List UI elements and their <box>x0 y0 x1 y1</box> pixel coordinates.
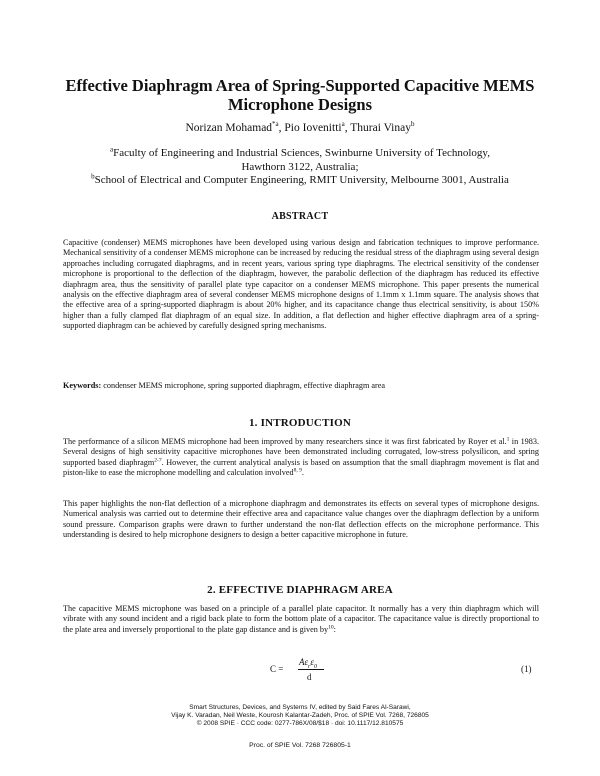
paragraph-text: : <box>333 624 336 634</box>
paragraph-text: . <box>301 468 304 478</box>
author-name: Norizan Mohamad <box>185 122 273 134</box>
numerator-term: ε <box>310 657 314 667</box>
author-mark: b <box>410 120 415 129</box>
paper-title <box>40 76 560 114</box>
paragraph-text: . However, the current analytical analysis is based on assumption that the small diaphragm movement is flat and piston-like to ease the microphone modelling and calculation involved <box>63 457 539 478</box>
affiliation-text: Faculty of Engineering and Industrial Sciences, Swinburne University of Technology, <box>113 147 490 159</box>
abstract-text: Capacitive (condenser) MEMS microphones have been developed using various design and fabrication techniques to improve performance. Mechanical sensitivity of a condenser MEMS microphone can be increased by reducing the residual stress of the diaphragm using several design approaches including corrugated diaphragms, and in recent years, various spring type diaphragms. The electrical sensitivity of the condenser microphone is proportional to the deflection of the diaphragm, however, the parabolic deflection of the diaphragm has reduced its effective diaphragm area, thus the sensitivity of parallel plate type capacitor on a condenser MEMS microphone. This paper presents the numerical analysis on the effective diaphragm area of several condenser MEMS microphone designs of 1.1mm x 1.1mm square. The analysis shows that the effective area of a spring-supported diaphragm is about 20% higher, and its capacitance change thus electrical sensitivity, is about 150% higher than a fully clamped flat diaphragm of an equal size. In addition, a flat deflection and higher effective diaphragm area of a spring-supported diaphragm can be achieved by carefully designed spring mechanisms. <box>63 238 539 331</box>
section-1-heading: 1. INTRODUCTION <box>248 417 351 429</box>
keywords-text: condenser MEMS microphone, spring supported diaphragm, effective diaphragm area <box>103 381 386 390</box>
footer-line: Vijay K. Varadan, Neil Weste, Kourosh Kalantar-Zadeh, Proc. of SPIE Vol. 7268, 726805 <box>171 712 429 720</box>
numerator-term: Aε <box>299 657 309 667</box>
numerator-subscript: 0 <box>313 663 317 670</box>
author-mark: *a <box>272 120 279 129</box>
affiliations <box>40 147 560 188</box>
footer-line: © 2008 SPIE · CCC code: 0277-786X/08/$18 · doi: 10.1117/12.810575 <box>196 720 404 728</box>
equation-1 <box>270 656 360 686</box>
keywords <box>63 381 539 391</box>
citation-ref: 10 <box>328 624 334 631</box>
paragraph-text: The performance of a silicon MEMS microphone had been improved by many researchers since it was first fabricated by Royer et al. <box>63 437 507 446</box>
author-mark: a <box>341 120 345 129</box>
numerator-subscript: r <box>308 663 311 670</box>
title-line-2: Microphone Designs <box>227 95 373 114</box>
section-2-heading: 2. EFFECTIVE DIAPHRAGM AREA <box>207 584 393 596</box>
equation-numerator <box>299 657 317 670</box>
affiliation-mark: b <box>91 172 95 181</box>
author-list: Norizan Mohamad$^{*a}$, Pio Iovenitti$^a$, Thurai Vinay$^b$ <box>185 120 415 134</box>
page-footer <box>100 704 500 729</box>
paragraph-text: The capacitive MEMS microphone was based on a principle of a parallel plate capacitor. It normally has a very thin diaphragm which will vibrate with any sound incident and a rigid back plate to form the bottom plate of a capacitor. The capacitance value is directly proportional to the plate area and inversely proportional to the plate gap distance and is given by <box>63 604 539 634</box>
equation-lhs: C = <box>270 664 284 674</box>
affiliation-text: School of Electrical and Computer Engineering, RMIT University, Melbourne 3001, Australia <box>94 174 509 186</box>
section-2-paragraph-1 <box>63 604 539 635</box>
citation-ref: 8, 9 <box>293 467 302 474</box>
affiliation-a <box>40 147 560 161</box>
equation-denominator: d <box>307 672 312 682</box>
intro-paragraph-1 <box>63 437 539 479</box>
affiliation-a-line-2: Hawthorn 3122, Australia; <box>241 160 359 173</box>
footer-line: Smart Structures, Devices, and Systems IV, edited by Said Fares Al-Sarawi, <box>189 704 411 711</box>
fraction-bar <box>298 669 324 670</box>
title-line-1: Effective Diaphragm Area of Spring-Supported Capacitive MEMS <box>65 76 535 95</box>
affiliation-b <box>40 174 560 188</box>
page-number: Proc. of SPIE Vol. 7268 726805-1 <box>249 742 351 749</box>
paragraph-text: in 1983. Several designs of high sensitivity capacitive microphones have been demonstrated including corrugated, low-stress polysilicon, and spring supported based diaphragm <box>63 437 539 467</box>
abstract-heading: ABSTRACT <box>271 211 329 222</box>
keywords-label: Keywords: <box>63 381 102 390</box>
equation-number: (1) <box>521 664 532 674</box>
citation-ref: 1 <box>506 436 510 443</box>
intro-paragraph-2: This paper highlights the non-flat deflection of a microphone diaphragm and demonstrates its effects on several types of microphone designs. Numerical analysis was carried out to determine their effective area and capacitance value changes over the diaphragm deflection by a uniform sound pressure. Comparison graphs were drawn to further understand the non-flat deflection effects on the microphone performance. This understanding is desired to help microphone designers to design a better capacitive microphone in future. <box>63 499 539 540</box>
author-name: Thurai Vinay <box>350 122 411 134</box>
affiliation-mark: a <box>110 145 114 154</box>
author-name: Pio Iovenitti <box>284 122 342 134</box>
citation-ref: 2-7 <box>154 457 162 464</box>
